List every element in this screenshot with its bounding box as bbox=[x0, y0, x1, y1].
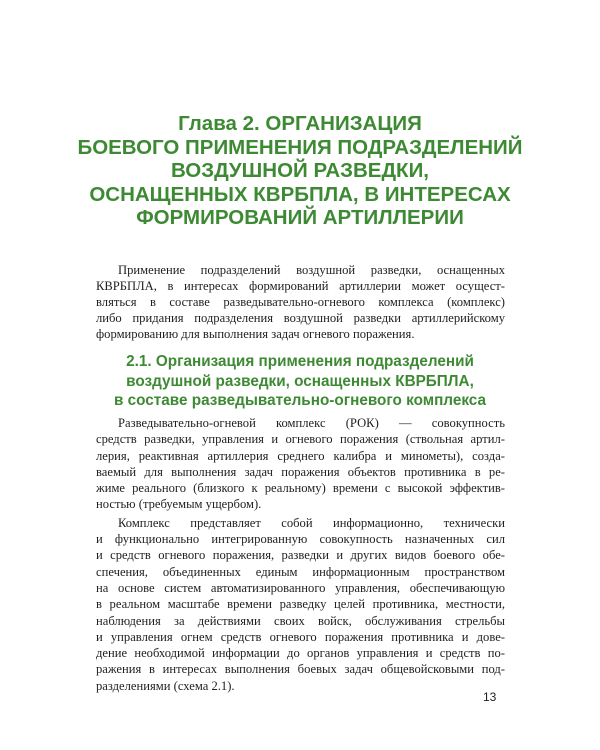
page-number: 13 bbox=[483, 690, 497, 704]
body-text bbox=[96, 415, 505, 694]
chapter-title-line: Глава 2. ОРГАНИЗАЦИЯ bbox=[178, 112, 422, 135]
text-line: вляться в составе разведывательно-огневого комплекса (комплекс) bbox=[96, 295, 505, 309]
text-line: наблюдения за действиями своих войск, обслуживания стрельбы bbox=[96, 613, 505, 628]
text-line: ностью (требуемым ущербом). bbox=[96, 497, 262, 512]
chapter-title-line: ФОРМИРОВАНИЙ АРТИЛЛЕРИИ bbox=[136, 206, 464, 229]
text-line: либо придания подразделения воздушной разведки артиллерийскому bbox=[96, 311, 505, 325]
chapter-title-line: БОЕВОГО ПРИМЕНЕНИЯ ПОДРАЗДЕЛЕНИЙ bbox=[77, 135, 523, 159]
paragraph-rok-definition bbox=[96, 415, 505, 513]
section-title-line: воздушной разведки, оснащенных КВРБПЛА, bbox=[126, 372, 474, 390]
section-title bbox=[0, 352, 600, 411]
text-line: и средств огневого поражения, разведки и других видов боевого обе- bbox=[96, 548, 505, 563]
text-line: на основе систем автоматизированного управления, обеспечивающую bbox=[96, 580, 505, 595]
chapter-title-line: ОСНАЩЕННЫХ КВРБПЛА, В ИНТЕРЕСАХ bbox=[89, 182, 511, 206]
chapter-title-line: ВОЗДУШНОЙ РАЗВЕДКИ, bbox=[170, 159, 429, 182]
text-line: лерия, реактивная артиллерия среднего калибра и минометы), созда- bbox=[96, 448, 505, 463]
text-line: ваемый для выполнения задач поражения объектов противника в ре- bbox=[96, 464, 505, 479]
text-line: Применение подразделений воздушной разведки, оснащенных bbox=[118, 263, 505, 277]
text-line: Комплекс представляет собой информационно, технически bbox=[118, 515, 505, 530]
text-line: дение необходимой информации до органов управления и средств по- bbox=[96, 646, 505, 661]
text-line: спечения, объединенных единым информационным пространством bbox=[96, 564, 505, 579]
section-title-line: 2.1. Организация применения подразделений bbox=[126, 353, 474, 370]
text-line: ражения в интересах выполнения боевых задач общевойсковыми под- bbox=[96, 662, 505, 677]
intro-paragraph bbox=[96, 262, 505, 342]
chapter-title bbox=[0, 112, 600, 230]
text-line: жиме реального (близкого к реальному) времени с высокой эффектив- bbox=[96, 481, 505, 496]
paragraph-complex-description bbox=[96, 515, 505, 694]
text-line: средств разведки, управления и огневого поражения (ствольная артил- bbox=[96, 432, 505, 447]
text-line: разделениями (схема 2.1). bbox=[96, 678, 235, 693]
text-line: и управления огнем средств огневого поражения противника и дове- bbox=[96, 629, 505, 644]
text-line: Разведывательно-огневой комплекс (РОК) — совокупность bbox=[118, 416, 505, 430]
section-title-line: в составе разведывательно-огневого комплекса bbox=[113, 392, 486, 409]
text-line: формированию для выполнения задач огневого поражения. bbox=[96, 327, 415, 341]
text-line: и функционально интегрированную совокупность назначенных сил bbox=[96, 532, 505, 547]
text-line: КВРБПЛА, в интересах формирований артиллерии может осущест- bbox=[96, 279, 505, 293]
text-line: в реальном масштабе времени разведку целей противника, местности, bbox=[96, 597, 505, 612]
